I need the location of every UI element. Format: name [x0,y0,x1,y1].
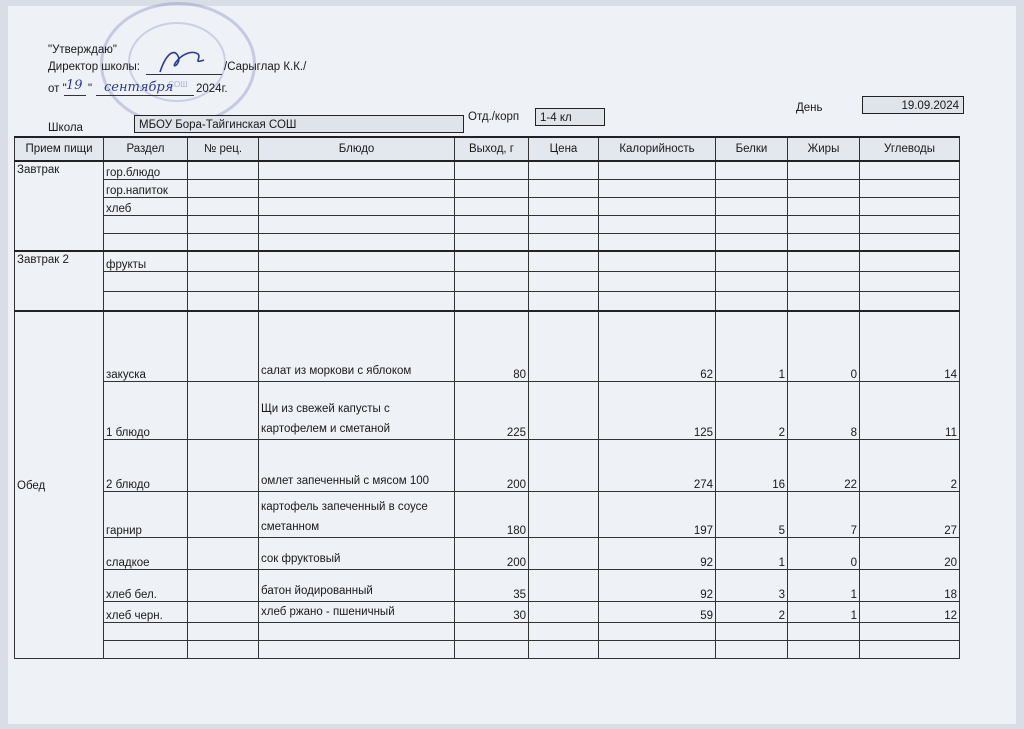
yield-cell [455,197,529,215]
carbs-cell [860,233,960,251]
table-row [15,537,960,569]
price-cell [529,197,599,215]
recipe-cell [188,197,259,215]
menu-table [14,136,960,659]
protein-cell [716,161,788,179]
yield-cell: 30 [455,601,529,622]
date-year: 2024г. [196,83,228,95]
recipe-cell [188,161,259,179]
kcal-cell [599,179,716,197]
day-field: 19.09.2024 [862,96,964,114]
yield-cell [455,251,529,271]
date-prefix: от " [48,83,67,95]
recipe-cell [188,491,259,537]
day-label: День [796,102,823,114]
table-header-row [15,137,960,161]
fat-cell: 22 [788,439,860,491]
price-cell [529,291,599,311]
section-cell: фрукты [104,251,188,271]
section-cell: сладкое [104,537,188,569]
fat-cell [788,291,860,311]
section-cell: хлеб [104,197,188,215]
yield-cell [455,271,529,291]
carbs-cell [860,197,960,215]
table-row [15,601,960,622]
kcal-cell: 125 [599,381,716,439]
director-label: Директор школы: [48,61,140,73]
dish-cell [259,291,455,311]
col-recipe: № рец. [188,137,259,161]
carbs-cell: 11 [860,381,960,439]
protein-cell: 16 [716,439,788,491]
kcal-cell: 92 [599,569,716,601]
dish-cell [259,197,455,215]
price-cell [529,622,599,640]
col-kcal: Калорийность [599,137,716,161]
yield-cell [455,179,529,197]
fat-cell: 0 [788,537,860,569]
dish-cell [259,161,455,179]
protein-cell [716,291,788,311]
yield-cell: 200 [455,439,529,491]
protein-cell: 2 [716,601,788,622]
carbs-cell [860,291,960,311]
price-cell [529,381,599,439]
yield-cell [455,640,529,658]
carbs-cell [860,161,960,179]
price-cell [529,271,599,291]
carbs-cell: 27 [860,491,960,537]
table-row [15,291,960,311]
dish-cell: картофель запеченный в соусе сметанном [259,491,455,537]
protein-cell: 1 [716,311,788,381]
yield-cell [455,291,529,311]
protein-cell [716,215,788,233]
kcal-cell [599,640,716,658]
section-cell [104,233,188,251]
table-row [15,161,960,179]
kcal-cell [599,291,716,311]
section-cell: гарнир [104,491,188,537]
kcal-cell [599,197,716,215]
section-cell: 1 блюдо [104,381,188,439]
recipe-cell [188,233,259,251]
protein-cell [716,233,788,251]
col-dish: Блюдо [259,137,455,161]
section-cell [104,622,188,640]
col-price: Цена [529,137,599,161]
section-cell: 2 блюдо [104,439,188,491]
yield-cell: 225 [455,381,529,439]
dish-cell [259,640,455,658]
col-fat: Жиры [788,137,860,161]
kcal-cell [599,233,716,251]
recipe-cell [188,640,259,658]
recipe-cell [188,381,259,439]
school-field: МБОУ Бора-Тайгинская СОШ [134,115,464,133]
price-cell [529,491,599,537]
dish-cell [259,251,455,271]
carbs-cell: 12 [860,601,960,622]
kcal-cell [599,161,716,179]
carbs-cell [860,622,960,640]
protein-cell [716,271,788,291]
protein-cell: 3 [716,569,788,601]
price-cell [529,233,599,251]
carbs-cell [860,251,960,271]
kcal-cell: 274 [599,439,716,491]
yield-cell [455,622,529,640]
fat-cell [788,215,860,233]
yield-cell [455,161,529,179]
meal-cell: Завтрак 2 [15,251,104,311]
price-cell [529,161,599,179]
col-section: Раздел [104,137,188,161]
meal-cell: Обед [15,311,104,658]
price-cell [529,640,599,658]
fat-cell: 1 [788,601,860,622]
dish-cell: батон йодированный [259,569,455,601]
price-cell [529,311,599,381]
fat-cell [788,251,860,271]
protein-cell [716,251,788,271]
carbs-cell: 20 [860,537,960,569]
kcal-cell: 92 [599,537,716,569]
recipe-cell [188,271,259,291]
yield-cell: 80 [455,311,529,381]
section-cell: хлеб черн. [104,601,188,622]
dish-cell [259,233,455,251]
meal-cell: Завтрак [15,161,104,251]
kcal-cell: 62 [599,311,716,381]
col-carbs: Углеводы [860,137,960,161]
dish-cell: омлет запеченный с мясом 100 [259,439,455,491]
fat-cell [788,622,860,640]
table-row [15,491,960,537]
kcal-cell [599,622,716,640]
protein-cell [716,640,788,658]
date-month-line [96,95,194,96]
date-month: сентября [104,80,174,95]
table-row [15,179,960,197]
fat-cell [788,197,860,215]
yield-cell [455,215,529,233]
price-cell [529,251,599,271]
table-row [15,215,960,233]
price-cell [529,439,599,491]
dish-cell: салат из моркови с яблоком [259,311,455,381]
col-protein: Белки [716,137,788,161]
carbs-cell: 2 [860,439,960,491]
table-row [15,233,960,251]
recipe-cell [188,537,259,569]
section-cell: хлеб бел. [104,569,188,601]
protein-cell: 2 [716,381,788,439]
approve-label: "Утверждаю" [48,44,117,56]
section-cell [104,271,188,291]
protein-cell [716,197,788,215]
recipe-cell [188,439,259,491]
recipe-cell [188,291,259,311]
date-day-line [64,95,86,96]
section-cell [104,215,188,233]
table-row [15,622,960,640]
kcal-cell: 59 [599,601,716,622]
fat-cell [788,271,860,291]
dish-cell: хлеб ржано - пшеничный [259,601,455,622]
col-yield: Выход, г [455,137,529,161]
table-row [15,381,960,439]
carbs-cell [860,271,960,291]
recipe-cell [188,179,259,197]
section-cell [104,640,188,658]
recipe-cell [188,215,259,233]
protein-cell: 1 [716,537,788,569]
director-signature [152,44,212,80]
dish-cell [259,215,455,233]
fat-cell [788,640,860,658]
yield-cell: 200 [455,537,529,569]
price-cell [529,569,599,601]
price-cell [529,537,599,569]
kcal-cell [599,215,716,233]
carbs-cell [860,179,960,197]
dish-cell: Щи из свежей капусты с картофелем и сметаной [259,381,455,439]
stamp-text: СОШ [168,80,188,89]
price-cell [529,601,599,622]
table-row [15,569,960,601]
dept-label: Отд./корп [468,111,520,123]
price-cell [529,179,599,197]
carbs-cell: 18 [860,569,960,601]
table-row [15,640,960,658]
recipe-cell [188,622,259,640]
table-row [15,271,960,291]
section-cell [104,291,188,311]
carbs-cell [860,215,960,233]
kcal-cell [599,271,716,291]
yield-cell: 180 [455,491,529,537]
protein-cell [716,179,788,197]
fat-cell [788,179,860,197]
date-day: 19 [66,78,83,93]
fat-cell: 1 [788,569,860,601]
yield-cell [455,233,529,251]
fat-cell: 8 [788,381,860,439]
fat-cell: 7 [788,491,860,537]
kcal-cell [599,251,716,271]
yield-cell: 35 [455,569,529,601]
fat-cell: 0 [788,311,860,381]
protein-cell [716,622,788,640]
recipe-cell [188,311,259,381]
col-meal: Прием пищи [15,137,104,161]
school-label: Школа [48,122,83,134]
kcal-cell: 197 [599,491,716,537]
fat-cell [788,233,860,251]
protein-cell: 5 [716,491,788,537]
dish-cell [259,179,455,197]
table-row [15,251,960,271]
recipe-cell [188,601,259,622]
price-cell [529,215,599,233]
dish-cell [259,622,455,640]
table-row [15,197,960,215]
table-row [15,439,960,491]
dept-field: 1-4 кл [535,108,605,126]
recipe-cell [188,251,259,271]
section-cell: гор.напиток [104,179,188,197]
recipe-cell [188,569,259,601]
dish-cell: сок фруктовый [259,537,455,569]
director-name: /Сарыглар К.К./ [224,61,307,73]
fat-cell [788,161,860,179]
carbs-cell: 14 [860,311,960,381]
section-cell: закуска [104,311,188,381]
carbs-cell [860,640,960,658]
date-mid-quote: " [88,83,93,95]
table-row [15,311,960,381]
dish-cell [259,271,455,291]
section-cell: гор.блюдо [104,161,188,179]
